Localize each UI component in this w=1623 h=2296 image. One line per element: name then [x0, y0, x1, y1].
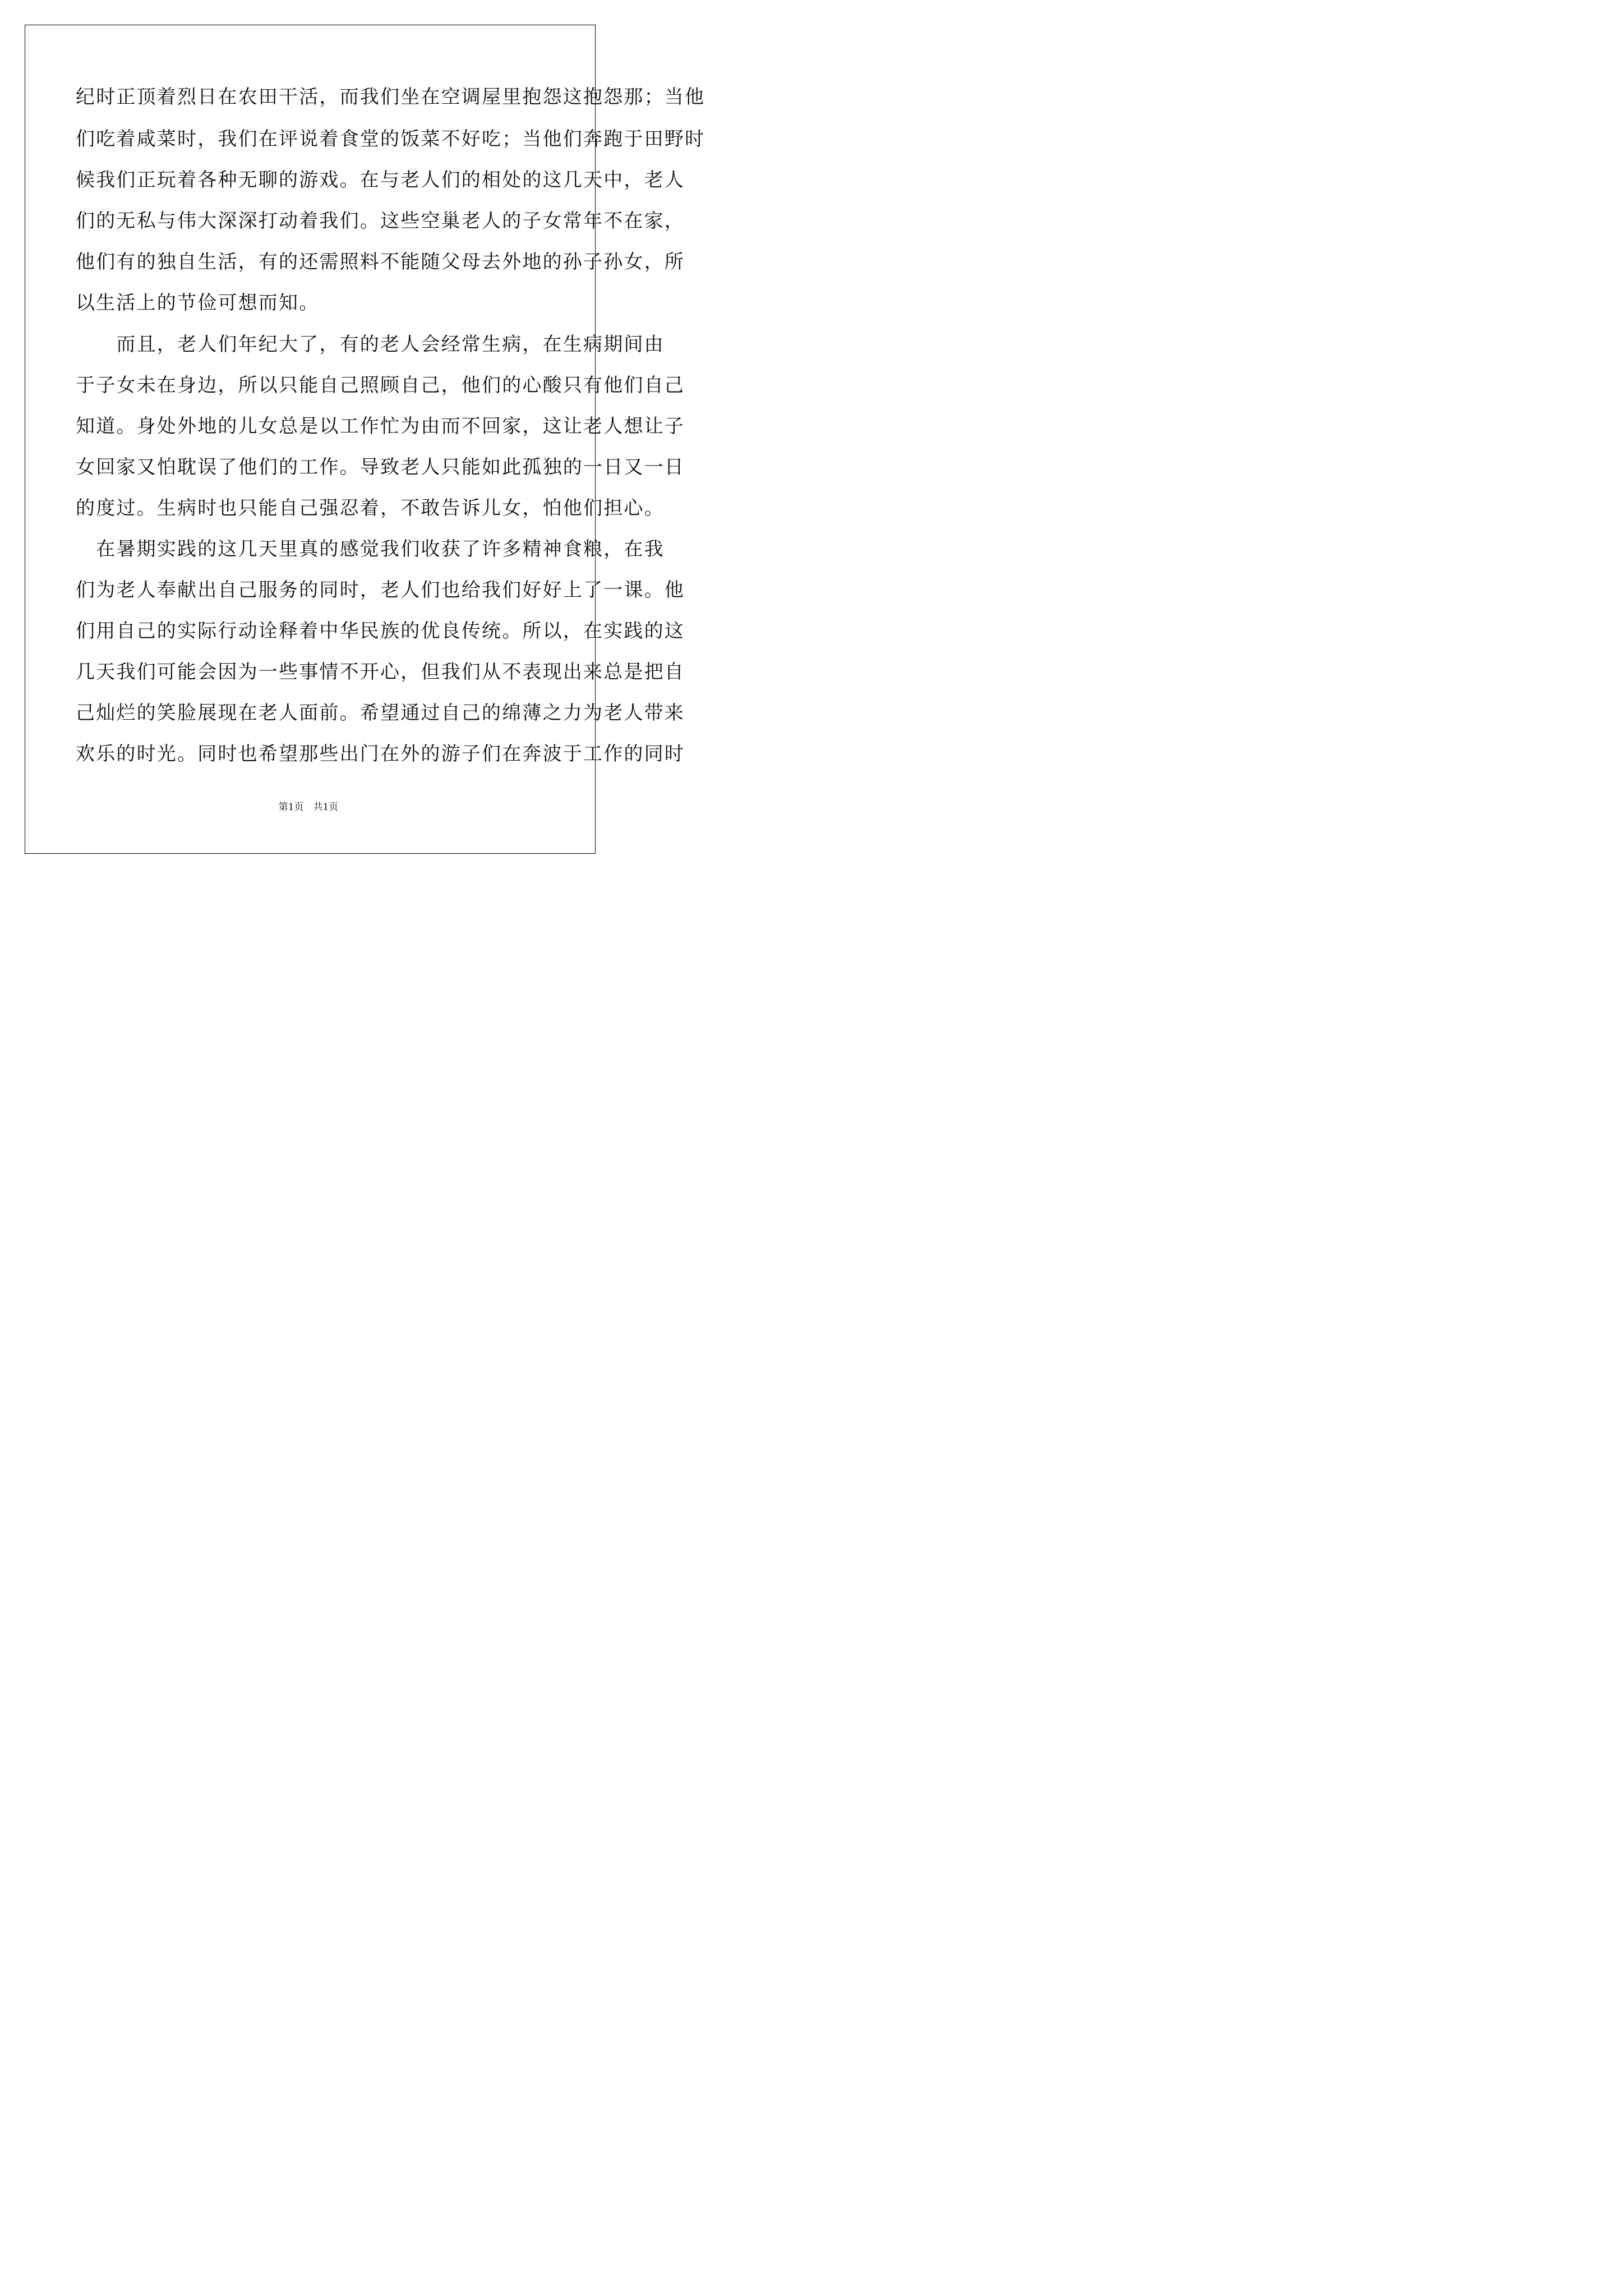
text-line: 们的无私与伟大深深打动着我们。这些空巢老人的子女常年不在家， — [76, 210, 685, 232]
text-line: 的度过。生病时也只能自己强忍着，不敢告诉儿女，怕他们担心。 — [76, 497, 665, 519]
text-line: 他们有的独自生活，有的还需照料不能随父母去外地的孙子孙女，所 — [76, 251, 685, 273]
text-line: 以生活上的节俭可想而知。 — [76, 292, 320, 314]
text-line: 于子女未在身边，所以只能自己照顾自己，他们的心酸只有他们自己 — [76, 374, 685, 397]
text-line: 而且，老人们年纪大了，有的老人会经常生病，在生病期间由 — [76, 333, 665, 356]
text-line: 欢乐的时光。同时也希望那些出门在外的游子们在奔波于工作的同时 — [76, 743, 685, 765]
text-line: 们为老人奉献出自己服务的同时，老人们也给我们好好上了一课。他 — [76, 579, 685, 601]
page-number-footer: 第1页 共1页 — [278, 802, 339, 813]
text-line: 女回家又怕耽误了他们的工作。导致老人只能如此孤独的一日又一日 — [76, 456, 685, 478]
text-line: 们吃着咸菜时，我们在评说着食堂的饭菜不好吃；当他们奔跑于田野时 — [76, 128, 706, 150]
text-line: 在暑期实践的这几天里真的感觉我们收获了许多精神食粮，在我 — [76, 538, 665, 560]
text-line: 知道。身处外地的儿女总是以工作忙为由而不回家，这让老人想让子 — [76, 415, 685, 438]
text-line: 候我们正玩着各种无聊的游戏。在与老人们的相处的这几天中，老人 — [76, 169, 685, 191]
text-line: 纪时正顶着烈日在农田干活，而我们坐在空调屋里抱怨这抱怨那；当他 — [76, 86, 706, 108]
text-line: 几天我们可能会因为一些事情不开心，但我们从不表现出来总是把自 — [76, 661, 685, 683]
text-line: 们用自己的实际行动诠释着中华民族的优良传统。所以，在实践的这 — [76, 620, 685, 642]
text-line: 己灿烂的笑脸展现在老人面前。希望通过自己的绵薄之力为老人带来 — [76, 702, 685, 724]
